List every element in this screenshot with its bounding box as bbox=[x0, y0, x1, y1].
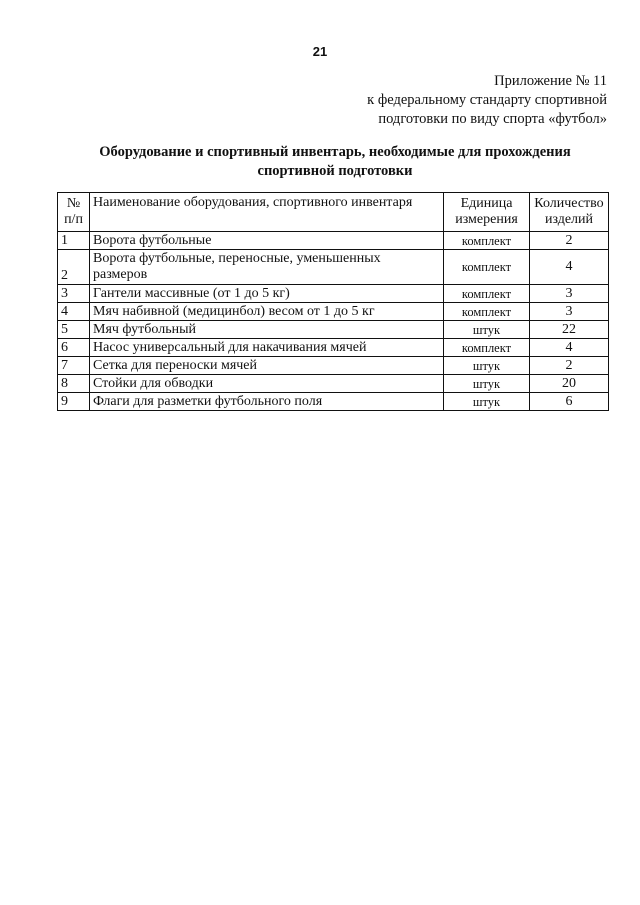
row-name: Флаги для разметки футбольного поля bbox=[90, 393, 444, 411]
row-name: Насос универсальный для накачивания мячей bbox=[90, 339, 444, 357]
row-quantity: 3 bbox=[530, 303, 609, 321]
row-number: 3 bbox=[58, 285, 90, 303]
equipment-table bbox=[57, 192, 609, 411]
table-row bbox=[58, 375, 609, 393]
row-number: 5 bbox=[58, 321, 90, 339]
appendix-header bbox=[367, 72, 607, 129]
title-line-1: Оборудование и спортивный инвентарь, необходимые для прохождения bbox=[99, 144, 571, 160]
table-row bbox=[58, 250, 609, 285]
row-name: Мяч набивной (медицинбол) весом от 1 до 5 кг bbox=[90, 303, 444, 321]
row-number: 7 bbox=[58, 357, 90, 375]
row-quantity: 6 bbox=[530, 393, 609, 411]
header-number-line-1: № bbox=[66, 196, 81, 211]
row-number: 6 bbox=[58, 339, 90, 357]
row-unit: комплект bbox=[444, 250, 530, 285]
table-row bbox=[58, 285, 609, 303]
row-unit: штук bbox=[444, 321, 530, 339]
row-unit: штук bbox=[444, 393, 530, 411]
header-name: Наименование оборудования, спортивного инвентаря bbox=[90, 193, 444, 232]
header-number-line-2: п/п bbox=[64, 212, 83, 227]
table-row bbox=[58, 357, 609, 375]
appendix-line-1: Приложение № 11 bbox=[494, 73, 607, 89]
table-row bbox=[58, 303, 609, 321]
appendix-line-3: подготовки по виду спорта «футбол» bbox=[378, 111, 607, 127]
row-unit: штук bbox=[444, 357, 530, 375]
row-number: 4 bbox=[58, 303, 90, 321]
row-quantity: 20 bbox=[530, 375, 609, 393]
row-name: Ворота футбольные bbox=[90, 232, 444, 250]
header-quantity bbox=[530, 193, 609, 232]
row-number: 9 bbox=[58, 393, 90, 411]
document-title bbox=[60, 143, 610, 181]
row-unit: штук bbox=[444, 375, 530, 393]
title-line-2: спортивной подготовки bbox=[257, 163, 413, 179]
row-number: 1 bbox=[58, 232, 90, 250]
row-quantity: 2 bbox=[530, 232, 609, 250]
row-unit: комплект bbox=[444, 232, 530, 250]
table-row bbox=[58, 339, 609, 357]
row-unit: комплект bbox=[444, 303, 530, 321]
row-unit: комплект bbox=[444, 339, 530, 357]
row-name: Стойки для обводки bbox=[90, 375, 444, 393]
row-name: Мяч футбольный bbox=[90, 321, 444, 339]
table-row bbox=[58, 393, 609, 411]
row-name bbox=[90, 250, 444, 285]
page-number: 21 bbox=[312, 44, 328, 59]
appendix-line-2: к федеральному стандарту спортивной bbox=[367, 92, 607, 108]
header-number bbox=[58, 193, 90, 232]
row-name: Гантели массивные (от 1 до 5 кг) bbox=[90, 285, 444, 303]
row-number: 8 bbox=[58, 375, 90, 393]
table-row bbox=[58, 321, 609, 339]
table-header-row bbox=[58, 193, 609, 232]
row-quantity: 4 bbox=[530, 339, 609, 357]
row-name-line-2: размеров bbox=[93, 267, 148, 282]
row-quantity: 3 bbox=[530, 285, 609, 303]
table-row bbox=[58, 232, 609, 250]
row-name: Сетка для переноски мячей bbox=[90, 357, 444, 375]
header-unit-line-1: Единица bbox=[460, 196, 513, 211]
header-quantity-line-2: изделий bbox=[544, 212, 594, 227]
row-quantity: 22 bbox=[530, 321, 609, 339]
row-quantity: 4 bbox=[530, 250, 609, 285]
row-name-line-1: Ворота футбольные, переносные, уменьшенных bbox=[93, 251, 381, 266]
header-quantity-line-1: Количество bbox=[534, 196, 604, 211]
row-quantity: 2 bbox=[530, 357, 609, 375]
header-unit bbox=[444, 193, 530, 232]
header-unit-line-2: измерения bbox=[455, 212, 518, 227]
row-unit: комплект bbox=[444, 285, 530, 303]
row-number: 2 bbox=[58, 250, 90, 285]
